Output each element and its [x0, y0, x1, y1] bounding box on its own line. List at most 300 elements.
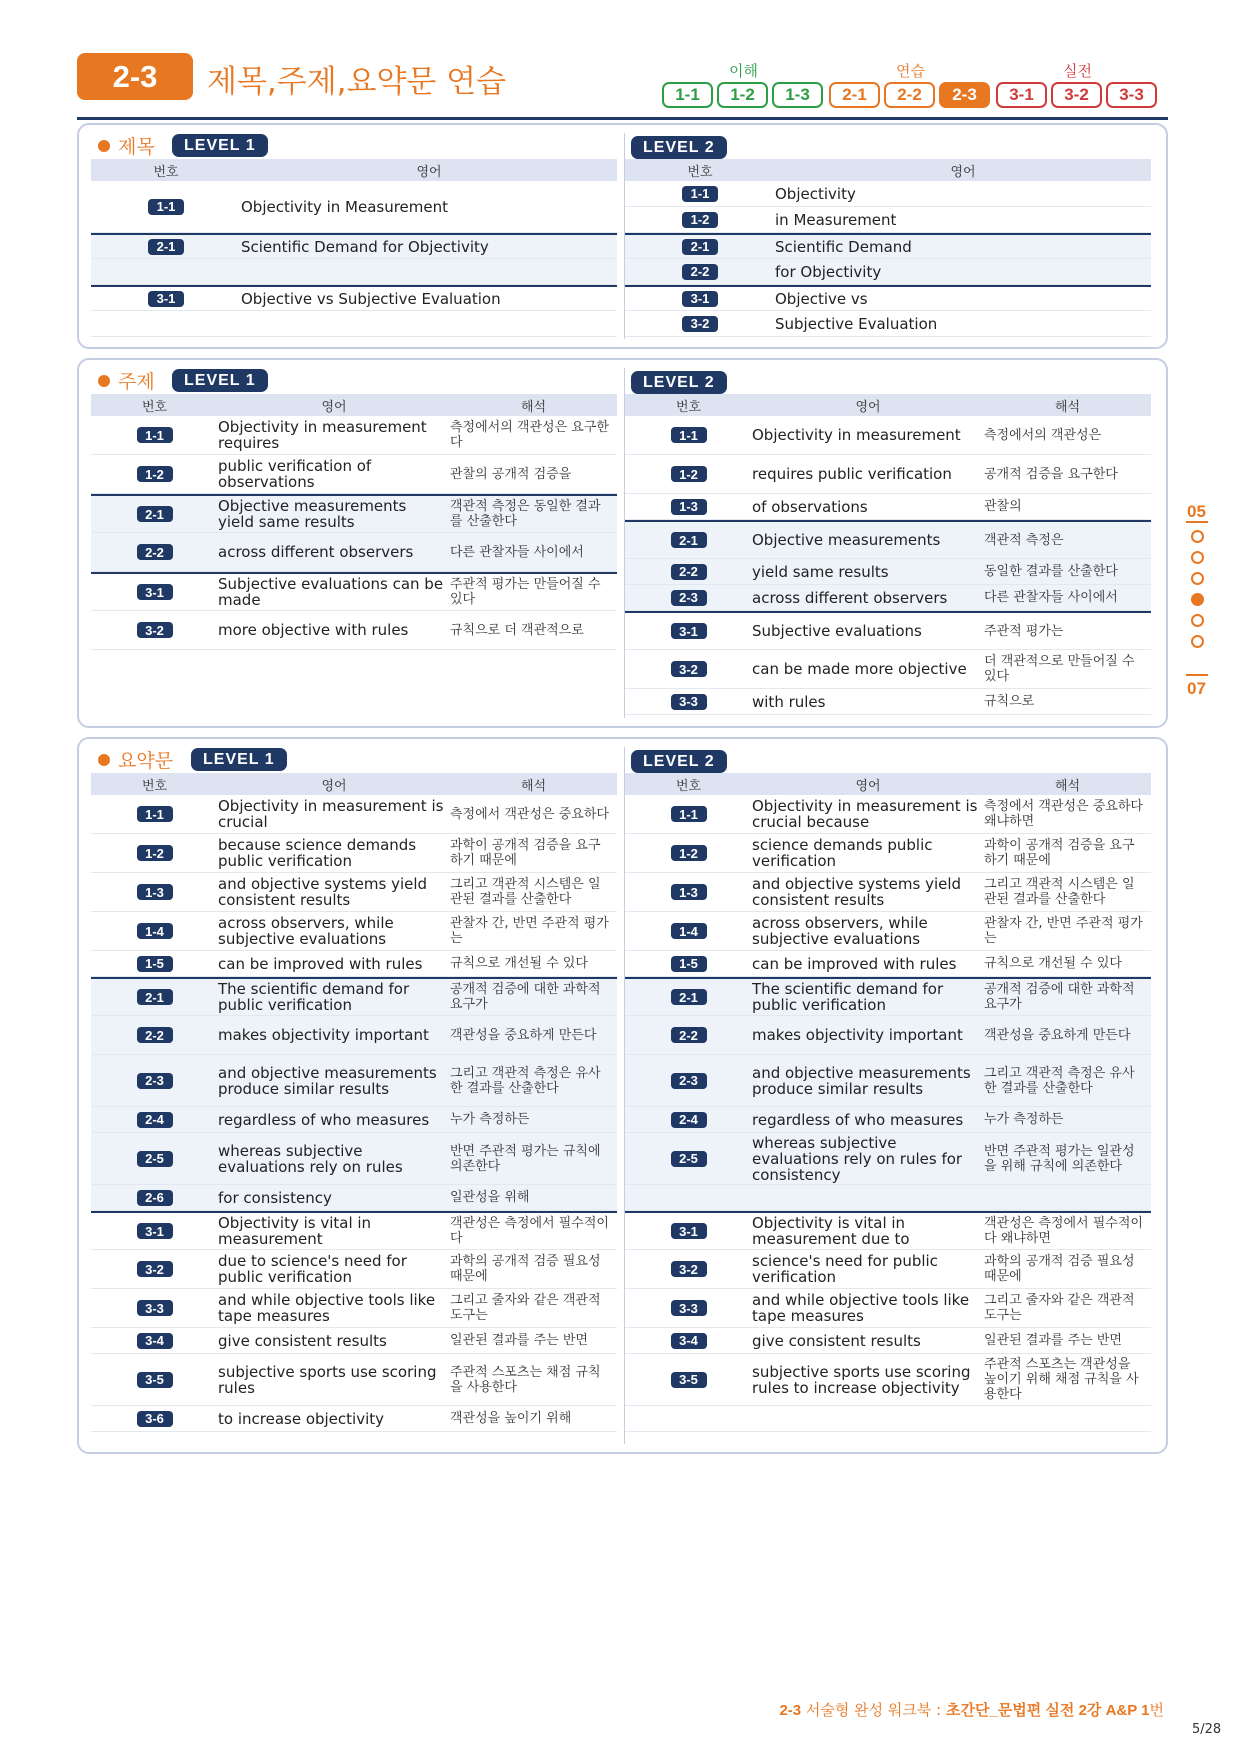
progress-group-label: 실전 — [1063, 62, 1092, 80]
english-text: can be made more objective — [752, 660, 967, 678]
english-text: science's need for public verification — [752, 1252, 938, 1286]
korean-translation: 공개적 검증에 대한 과학적 요구가 — [450, 982, 601, 1012]
table-row — [91, 1250, 617, 1289]
row-number-badge: 1-3 — [671, 499, 707, 515]
section-title-text: 제목 — [118, 136, 155, 158]
english-text: makes objectivity important — [752, 1026, 963, 1044]
progress-buttons — [662, 82, 823, 108]
table-row — [91, 181, 617, 233]
row-number-cell — [625, 1223, 752, 1239]
step-button-1-3[interactable]: 1-3 — [772, 82, 823, 108]
english-text: with rules — [752, 692, 826, 711]
table-row — [91, 1133, 617, 1185]
row-number-cell — [625, 884, 752, 900]
row-number-badge: 2-1 — [137, 989, 173, 1005]
header-num: 번호 — [141, 778, 168, 794]
table-row — [625, 1250, 1151, 1289]
table-row — [625, 1055, 1151, 1107]
table-row — [625, 233, 1151, 259]
table-header — [625, 773, 1151, 795]
bullet-icon — [98, 375, 110, 387]
english-text: give consistent results — [752, 1331, 921, 1350]
english-text: in Measurement — [775, 210, 897, 229]
row-number-cell — [625, 466, 752, 482]
table-header — [91, 394, 617, 416]
row-number-badge: 3-5 — [137, 1372, 173, 1388]
table-row — [625, 912, 1151, 951]
korean-translation: 더 객관적으로 만들어질 수 있다 — [984, 654, 1135, 684]
table-row — [625, 873, 1151, 912]
header-en: 영어 — [321, 399, 347, 415]
english-text: Objectivity in measurement — [752, 426, 961, 444]
progress-group-label: 연습 — [896, 62, 925, 80]
table-row — [625, 1016, 1151, 1055]
row-number-badge: 2-2 — [682, 264, 718, 280]
row-number-cell — [91, 199, 241, 215]
row-number-badge: 2-3 — [137, 1073, 173, 1089]
row-number-badge: 1-1 — [148, 199, 184, 215]
blank-row — [91, 311, 617, 337]
row-number-badge: 2-2 — [671, 1027, 707, 1043]
row-number-badge: 3-1 — [137, 1223, 173, 1239]
english-text: The scientific demand for public verification — [218, 980, 410, 1014]
row-number-badge: 3-2 — [682, 316, 718, 332]
korean-translation: 객관성을 중요하게 만든다 — [984, 1027, 1131, 1043]
bullet-icon — [98, 754, 110, 766]
level-2-badge: LEVEL 2 — [631, 750, 727, 773]
table-header — [91, 773, 617, 795]
english-text: Objectivity — [775, 184, 856, 203]
side-nav-end: 07 — [1187, 679, 1206, 698]
table-row — [625, 611, 1151, 650]
english-text: and objective measurements produce similar results — [218, 1063, 437, 1098]
row-number-cell — [91, 1112, 218, 1128]
blank-row — [625, 1406, 1151, 1432]
row-number-cell — [625, 590, 752, 606]
table-row — [91, 1289, 617, 1328]
row-number-badge: 3-1 — [682, 291, 718, 307]
level-2-table — [625, 394, 1151, 715]
english-text: Objective vs — [775, 289, 868, 308]
table-row — [625, 1107, 1151, 1133]
korean-translation: 그리고 객관적 시스템은 일관된 결과를 산출한다 — [984, 877, 1135, 907]
english-text: more objective with rules — [218, 621, 409, 639]
table-row — [625, 207, 1151, 233]
table-row — [625, 494, 1151, 520]
korean-translation: 다른 관찰자들 사이에서 — [450, 544, 584, 560]
level-2-badge: LEVEL 2 — [631, 371, 727, 394]
english-text: because science demands public verification — [218, 836, 417, 870]
row-number-badge: 1-1 — [671, 806, 707, 822]
row-number-cell — [625, 1112, 752, 1128]
footer-text-3: A&P 1 — [1105, 1702, 1150, 1719]
row-number-badge: 3-1 — [671, 1223, 707, 1239]
korean-translation: 그리고 객관적 측정은 유사한 결과를 산출한다 — [450, 1065, 601, 1096]
english-text: The scientific demand for public verification — [752, 980, 944, 1014]
korean-translation: 규칙으로 개선될 수 있다 — [450, 956, 588, 971]
row-number-cell — [625, 623, 752, 639]
english-text: Objectivity in measurement is crucial — [218, 797, 444, 831]
table-row — [625, 1211, 1151, 1250]
row-number-cell — [91, 239, 241, 255]
row-number-badge: 1-3 — [671, 884, 707, 900]
table-header — [625, 159, 1151, 181]
english-text: Scientific Demand — [775, 237, 912, 256]
table-row — [91, 1055, 617, 1107]
table-row — [625, 455, 1151, 494]
english-text: for consistency — [218, 1188, 332, 1207]
row-number-badge: 1-2 — [671, 466, 707, 482]
table-row — [91, 1107, 617, 1133]
korean-translation: 객관성은 측정에서 필수적이다 왜냐하면 — [984, 1216, 1143, 1246]
english-text: Objective vs Subjective Evaluation — [241, 289, 501, 308]
table-row — [91, 977, 617, 1016]
footer-text-2: 초간단_문법편 실전 2강 — [945, 1702, 1106, 1719]
row-number-badge: 3-4 — [137, 1333, 173, 1349]
korean-translation: 주관적 스포츠는 채점 규칙을 사용한다 — [450, 1364, 601, 1395]
row-number-cell — [625, 1372, 752, 1388]
korean-translation: 그리고 줄자와 같은 객관적 도구는 — [450, 1293, 601, 1323]
english-text: whereas subjective evaluations rely on rules for consistency — [752, 1133, 963, 1184]
row-number-badge: 2-4 — [671, 1112, 707, 1128]
korean-translation: 주관적 평가는 만들어질 수 있다 — [450, 577, 601, 607]
level-1-badge: LEVEL 1 — [191, 748, 287, 771]
row-number-badge: 2-1 — [671, 532, 707, 548]
side-nav-start: 05 — [1187, 502, 1206, 521]
korean-translation: 과학이 공개적 검증을 요구하기 때문에 — [450, 838, 601, 868]
row-number-cell — [625, 845, 752, 861]
row-number-cell — [625, 427, 752, 443]
table-row — [625, 520, 1151, 559]
progress-group — [662, 60, 825, 112]
table-row — [91, 1328, 617, 1354]
korean-translation: 과학의 공개적 검증 필요성 때문에 — [450, 1254, 601, 1284]
table-row — [625, 650, 1151, 689]
table-header — [91, 159, 617, 181]
header-ko: 해석 — [1054, 778, 1081, 794]
english-text: Objective measurements yield same results — [218, 497, 407, 531]
english-text: across different observers — [752, 588, 948, 607]
side-nav-dot[interactable] — [1191, 551, 1204, 564]
step-button-2-1[interactable]: 2-1 — [829, 82, 880, 108]
row-number-badge: 1-4 — [671, 923, 707, 939]
row-number-cell — [91, 506, 218, 522]
progress-group — [996, 60, 1159, 112]
row-number-cell — [91, 291, 241, 307]
table-row — [91, 951, 617, 977]
row-number-cell — [625, 316, 775, 332]
progress-buttons — [829, 82, 990, 108]
row-number-badge: 3-1 — [148, 291, 184, 307]
section-panel-3 — [77, 737, 1168, 1454]
row-number-cell — [625, 694, 752, 710]
korean-translation: 일관된 결과를 주는 반면 — [450, 1333, 588, 1348]
side-nav-dot[interactable] — [1191, 635, 1204, 648]
row-number-cell — [625, 806, 752, 822]
table-row — [625, 1289, 1151, 1328]
korean-translation: 다른 관찰자들 사이에서 — [984, 590, 1118, 605]
step-button-3-2[interactable]: 3-2 — [1051, 82, 1102, 108]
korean-translation: 관찰자 간, 반면 주관적 평가는 — [450, 916, 609, 946]
korean-translation: 공개적 검증을 요구한다 — [984, 466, 1118, 482]
row-number-cell — [91, 544, 218, 560]
english-text: makes objectivity important — [218, 1026, 429, 1044]
table-header — [625, 394, 1151, 416]
english-text: and objective measurements produce similar results — [752, 1063, 971, 1098]
footer-caption — [779, 1699, 1164, 1720]
header-ko: 해석 — [520, 399, 547, 415]
footer-code: 2-3 — [779, 1702, 802, 1719]
korean-translation: 객관성을 높이기 위해 — [450, 1411, 572, 1426]
english-text: subjective sports use scoring rules — [218, 1362, 437, 1397]
korean-translation: 관찰자 간, 반면 주관적 평가는 — [984, 916, 1143, 946]
table-row — [91, 1185, 617, 1211]
korean-translation: 그리고 객관적 시스템은 일관된 결과를 산출한다 — [450, 877, 601, 907]
korean-translation: 그리고 줄자와 같은 객관적 도구는 — [984, 1293, 1135, 1323]
header-en: 영어 — [321, 778, 347, 794]
level-1-table — [91, 159, 617, 337]
korean-translation: 규칙으로 — [984, 694, 1035, 709]
english-text: regardless of who measures — [218, 1110, 430, 1129]
english-text: and objective systems yield consistent results — [218, 875, 428, 909]
english-text: yield same results — [752, 562, 889, 581]
table-row — [91, 416, 617, 455]
header-num: 번호 — [675, 399, 702, 415]
english-text: science demands public verification — [752, 836, 933, 870]
row-number-badge: 1-1 — [682, 186, 718, 202]
row-number-badge: 1-4 — [137, 923, 173, 939]
row-number-badge: 1-2 — [671, 845, 707, 861]
korean-translation: 측정에서의 객관성은 요구한다 — [450, 420, 609, 450]
header-num: 번호 — [141, 399, 168, 415]
header-divider — [77, 117, 1168, 120]
english-text: due to science's need for public verification — [218, 1252, 407, 1286]
row-number-cell — [91, 1411, 218, 1427]
english-text: Objectivity is vital in measurement — [218, 1214, 372, 1248]
table-row — [625, 977, 1151, 1016]
table-row — [91, 455, 617, 494]
korean-translation: 누가 측정하든 — [450, 1112, 530, 1127]
blank-row — [91, 259, 617, 285]
korean-translation: 규칙으로 더 객관적으로 — [450, 622, 584, 638]
row-number-cell — [91, 427, 218, 443]
row-number-badge: 3-3 — [137, 1300, 173, 1316]
row-number-cell — [91, 584, 218, 600]
table-row — [91, 1211, 617, 1250]
row-number-cell — [625, 661, 752, 677]
table-row — [91, 233, 617, 259]
level-1-badge: LEVEL 1 — [172, 369, 268, 392]
english-text: Subjective evaluations can be made — [218, 575, 444, 609]
page-title: 제목,주제,요약문 연습 — [207, 64, 507, 100]
table-row — [625, 951, 1151, 977]
english-text: across different observers — [218, 543, 414, 561]
row-number-badge: 2-4 — [137, 1112, 173, 1128]
table-row — [91, 285, 617, 311]
table-row — [625, 585, 1151, 611]
progress-buttons — [996, 82, 1157, 108]
korean-translation: 주관적 평가는 — [984, 623, 1064, 639]
step-button-1-1[interactable]: 1-1 — [662, 82, 713, 108]
page-number: 5/28 — [1192, 1722, 1222, 1737]
side-nav-rule — [1186, 521, 1208, 523]
row-number-cell — [91, 466, 218, 482]
row-number-badge: 1-2 — [137, 466, 173, 482]
row-number-cell — [91, 1300, 218, 1316]
header-en: 영어 — [416, 164, 442, 180]
table-row — [625, 259, 1151, 285]
step-button-3-3[interactable]: 3-3 — [1106, 82, 1157, 108]
table-row — [91, 611, 617, 650]
row-number-cell — [91, 806, 218, 822]
section-title — [98, 746, 173, 773]
step-button-2-3[interactable]: 2-3 — [939, 82, 990, 108]
table-row — [91, 1406, 617, 1432]
table-row — [625, 311, 1151, 337]
row-number-cell — [91, 1333, 218, 1349]
english-text: can be improved with rules — [752, 954, 957, 973]
korean-translation: 측정에서 객관성은 중요하다 — [450, 806, 609, 822]
section-title — [98, 132, 155, 159]
korean-translation: 그리고 객관적 측정은 유사한 결과를 산출한다 — [984, 1065, 1135, 1096]
korean-translation: 동일한 결과를 산출한다 — [984, 564, 1118, 579]
english-text: and while objective tools like tape measures — [752, 1291, 970, 1325]
korean-translation: 반면 주관적 평가는 규칙에 의존한다 — [450, 1143, 601, 1174]
side-nav-dot[interactable] — [1191, 530, 1204, 543]
blank-row — [625, 1185, 1151, 1211]
table-row — [91, 912, 617, 951]
row-number-badge: 3-2 — [137, 1261, 173, 1277]
row-number-badge: 2-1 — [148, 239, 184, 255]
english-text: of observations — [752, 497, 868, 516]
side-nav-dot[interactable] — [1191, 614, 1204, 627]
row-number-cell — [625, 989, 752, 1005]
english-text: across observers, while subjective evaluations — [752, 914, 928, 948]
row-number-badge: 3-3 — [671, 694, 707, 710]
row-number-badge: 2-5 — [137, 1151, 173, 1167]
row-number-cell — [91, 845, 218, 861]
table-row — [625, 795, 1151, 834]
row-number-cell — [91, 923, 218, 939]
row-number-cell — [91, 1027, 218, 1043]
lesson-badge: 2-3 — [77, 53, 193, 100]
row-number-badge: 2-3 — [671, 590, 707, 606]
row-number-cell — [625, 1027, 752, 1043]
table-row — [625, 181, 1151, 207]
english-text: Objectivity is vital in measurement due to — [752, 1214, 910, 1248]
row-number-cell — [625, 291, 775, 307]
table-row — [625, 689, 1151, 715]
header-num: 번호 — [675, 778, 702, 794]
table-row — [625, 559, 1151, 585]
row-number-badge: 1-1 — [137, 427, 173, 443]
korean-translation: 객관적 측정은 동일한 결과를 산출한다 — [450, 499, 601, 529]
korean-translation: 반면 주관적 평가는 일관성을 위해 규칙에 의존한다 — [984, 1143, 1135, 1174]
row-number-badge: 2-1 — [671, 989, 707, 1005]
row-number-cell — [91, 1073, 218, 1089]
english-text: requires public verification — [752, 465, 952, 483]
row-number-cell — [625, 186, 775, 202]
section-title-text: 주제 — [118, 371, 155, 393]
row-number-badge: 2-6 — [137, 1190, 173, 1206]
table-row — [91, 1016, 617, 1055]
side-nav-dot[interactable] — [1191, 572, 1204, 585]
progress-group-label: 이해 — [729, 62, 758, 80]
row-number-badge: 3-2 — [137, 622, 173, 638]
english-text: can be improved with rules — [218, 954, 423, 973]
table-row — [91, 533, 617, 572]
korean-translation: 관찰의 공개적 검증을 — [450, 466, 572, 482]
footer-text-1: 서술형 완성 워크북 : — [801, 1701, 946, 1719]
english-text: regardless of who measures — [752, 1110, 964, 1129]
korean-translation: 관찰의 — [984, 499, 1022, 514]
level-2-table — [625, 159, 1151, 337]
table-row — [625, 285, 1151, 311]
row-number-badge: 2-2 — [137, 1027, 173, 1043]
progress-group — [829, 60, 992, 112]
korean-translation: 규칙으로 개선될 수 있다 — [984, 956, 1122, 971]
header-ko: 해석 — [1054, 399, 1081, 415]
row-number-badge: 3-1 — [137, 584, 173, 600]
korean-translation: 일관된 결과를 주는 반면 — [984, 1333, 1122, 1348]
row-number-badge: 3-1 — [671, 623, 707, 639]
korean-translation: 주관적 스포츠는 객관성을 높이기 위해 채점 규칙을 사용한다 — [984, 1357, 1139, 1402]
row-number-cell — [91, 884, 218, 900]
row-number-badge: 1-2 — [682, 212, 718, 228]
korean-translation: 객관적 측정은 — [984, 532, 1064, 548]
section-panel-2 — [77, 358, 1168, 728]
english-text: Objectivity in Measurement — [241, 197, 449, 216]
row-number-cell — [91, 1151, 218, 1167]
row-number-cell — [625, 532, 752, 548]
side-nav-rule — [1186, 674, 1208, 676]
table-row — [625, 1133, 1151, 1185]
table-row — [625, 834, 1151, 873]
step-button-3-1[interactable]: 3-1 — [996, 82, 1047, 108]
table-row — [625, 1354, 1151, 1406]
row-number-cell — [625, 212, 775, 228]
row-number-badge: 1-1 — [671, 427, 707, 443]
header-en: 영어 — [855, 778, 881, 794]
row-number-badge: 2-5 — [671, 1151, 707, 1167]
row-number-badge: 3-4 — [671, 1333, 707, 1349]
korean-translation: 일관성을 위해 — [450, 1190, 530, 1205]
footer-text-4: 번 — [1149, 1701, 1164, 1719]
row-number-badge: 2-1 — [137, 506, 173, 522]
korean-translation: 공개적 검증에 대한 과학적 요구가 — [984, 982, 1135, 1012]
level-2-table — [625, 773, 1151, 1432]
side-nav-dot[interactable] — [1191, 593, 1204, 606]
english-text: to increase objectivity — [218, 1409, 385, 1428]
korean-translation: 측정에서의 객관성은 — [984, 427, 1102, 443]
english-text: Objectivity in measurement is crucial because — [752, 797, 978, 831]
header-num: 번호 — [687, 164, 713, 180]
korean-translation: 과학의 공개적 검증 필요성 때문에 — [984, 1254, 1135, 1284]
english-text: and while objective tools like tape measures — [218, 1291, 436, 1325]
row-number-cell — [625, 923, 752, 939]
step-button-2-2[interactable]: 2-2 — [884, 82, 935, 108]
header-en: 영어 — [855, 399, 881, 415]
row-number-cell — [91, 1190, 218, 1206]
row-number-badge: 1-1 — [137, 806, 173, 822]
row-number-cell — [625, 1151, 752, 1167]
table-row — [91, 873, 617, 912]
english-text: subjective sports use scoring rules to increase objectivity — [752, 1362, 971, 1397]
step-button-1-2[interactable]: 1-2 — [717, 82, 768, 108]
english-text: Objectivity in measurement requires — [218, 418, 427, 452]
row-number-cell — [91, 1372, 218, 1388]
header-num: 번호 — [153, 164, 179, 180]
